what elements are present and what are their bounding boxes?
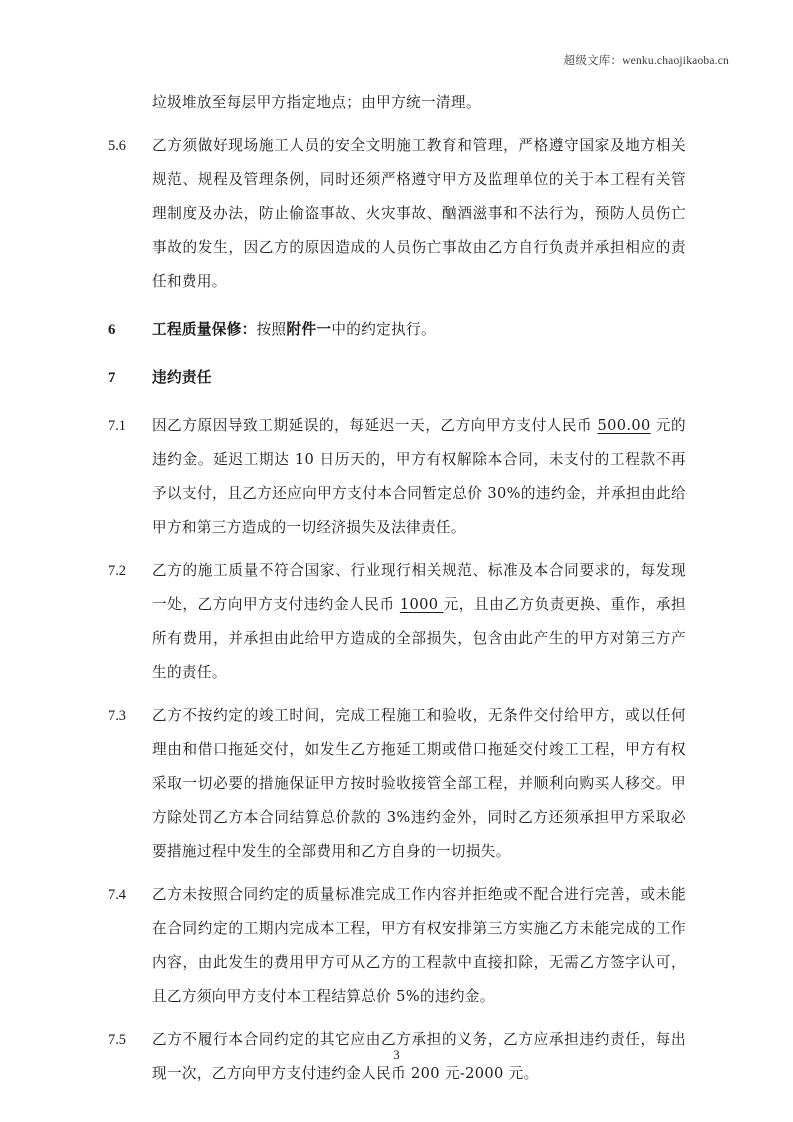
- clause-7-1-text-a: 因乙方原因导致工期延误的，每延迟一天，乙方向甲方支付人民币: [152, 417, 598, 434]
- document-body: [108, 86, 686, 1100]
- paragraph-number: 7.5: [108, 1032, 126, 1048]
- paragraph-5-6: [108, 129, 686, 299]
- paragraph-number: 6: [108, 322, 116, 338]
- paragraph-number: 7: [108, 370, 116, 386]
- paragraph-7-3: [108, 699, 686, 869]
- paragraph-7: [108, 361, 686, 395]
- paragraph-number: 7.3: [108, 708, 126, 724]
- paragraph-text: [152, 313, 686, 347]
- paragraph-7-4: [108, 878, 686, 1014]
- page-number: 3: [393, 1048, 400, 1062]
- paragraph-number: 5.6: [108, 138, 126, 154]
- paragraph-text: 违约责任: [152, 369, 212, 386]
- clause-7-1-amount: 500.00: [597, 417, 651, 434]
- paragraph-text: 乙方须做好现场施工人员的安全文明施工教育和管理，严格遵守国家及地方相关规范、规程及管理条例，同时还须严格遵守甲方及监理单位的关于本工程有关管理制度及办法，防止偷盗事故、火灾事故、酗酒滋事和不法行为，预防人员伤亡事故的发生，因乙方的原因造成的人员伤亡事故由乙方自行负责并承担相应的责任和费用。: [152, 137, 686, 290]
- clause-6-suffix: 中的约定执行。: [331, 321, 436, 338]
- clause-7-2-amount: 1000: [399, 596, 444, 613]
- clause-6-title: 工程质量保修：: [152, 321, 257, 338]
- paragraph-text: [152, 409, 686, 545]
- paragraph-text: [152, 554, 686, 690]
- clause-6-prefix: 按照: [256, 321, 287, 338]
- paragraph-number: 7.1: [108, 418, 126, 434]
- page-header: [564, 52, 729, 68]
- clause-7-2-text-b: 元，且由乙方负责更换、重作，承担所有费用，并承担由此给甲方造成的全部损失，包含由此产生的甲方对第三方产生的责任。: [152, 596, 686, 681]
- paragraph-text: 乙方未按照合同约定的质量标准完成工作内容并拒绝或不配合进行完善，或未能在合同约定的工期内完成本工程，甲方有权安排第三方实施乙方未能完成的工作内容，由此发生的费用甲方可从乙方的工程款中直接扣除，无需乙方签字认可，且乙方须向甲方支付本工程结算总价 5%的违约金。: [152, 886, 686, 1005]
- paragraph-number: 7.2: [108, 563, 126, 579]
- paragraph-text: 乙方不按约定的竣工时间，完成工程施工和验收，无条件交付给甲方，或以任何理由和借口拖延交付，如发生乙方拖延工期或借口拖延交付竣工工程，甲方有权采取一切必要的措施保证甲方按时验收接管全部工程，并顺利向购买人移交。甲方除处罚乙方本合同结算总价款的 3%违约金外，同时乙方还须承担甲方采取必要措施过程中发生的全部费用和乙方自身的一切损失。: [152, 707, 686, 860]
- clause-6-attachment-ref: 附件一: [286, 321, 332, 338]
- paragraph-text: 垃圾堆放至每层甲方指定地点；由甲方统一清理。: [152, 94, 481, 111]
- paragraph-7-1: [108, 409, 686, 545]
- paragraph-6: [108, 313, 686, 347]
- clause-7-2-text-a: 乙方的施工质量不符合国家、行业现行相关规范、标准及本合同要求的，每发现一处，乙方向甲方支付违约金人民币: [152, 562, 686, 613]
- paragraph-7-2: [108, 554, 686, 690]
- clause-7-1-text-b: 元的违约金。延迟工期达 10 日历天的，甲方有权解除本合同，未支付的工程款不再予以支付，且乙方还应向甲方支付本合同暂定总价 30%的违约金，并承担由此给甲方和第三方造成的一切经济损失及法律责任。: [152, 417, 686, 536]
- paragraph-number: 7.4: [108, 887, 126, 903]
- paragraph-text: 乙方不履行本合同约定的其它应由乙方承担的义务，乙方应承担违约责任，每出现一次，乙方向甲方支付违约金人民币 200 元-2000 元。: [152, 1031, 686, 1082]
- paragraph-continuation: [108, 86, 686, 120]
- header-url: wenku.chaojikaoba.cn: [622, 55, 729, 67]
- header-label: 超级文库：: [563, 53, 623, 67]
